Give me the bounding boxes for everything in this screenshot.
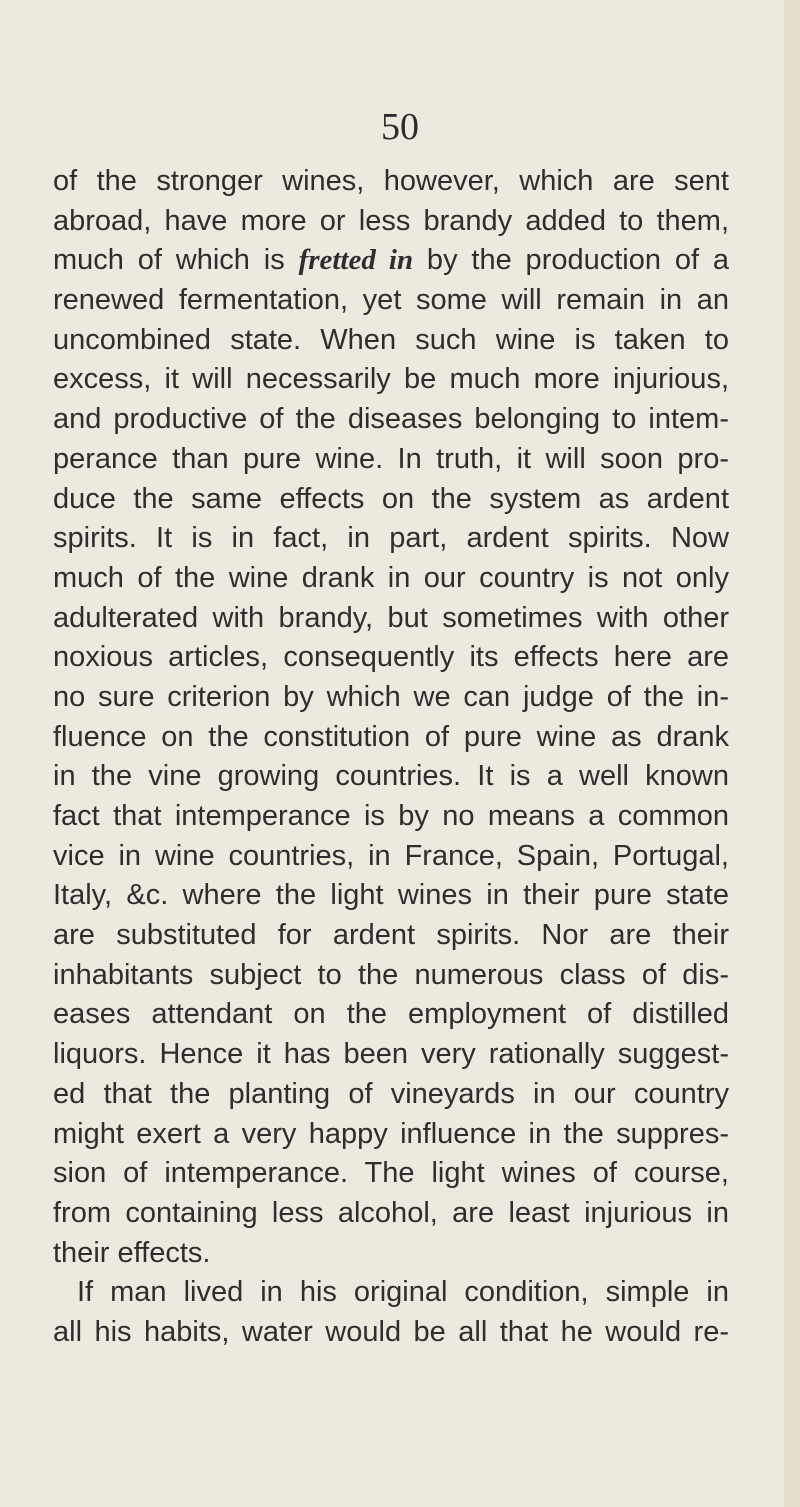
text-line: fact that intemperance is by no means a common — [53, 800, 729, 832]
text-line: fluence on the constitution of pure wine as drank — [53, 720, 729, 753]
text-line: in the vine growing countries. It is a well known — [53, 760, 729, 793]
text-line: no sure criterion by which we can judge of the in- — [53, 680, 729, 713]
text-line: renewed fermentation, yet some will remain in an — [53, 284, 729, 317]
text-line: perance than pure wine. In truth, it will soon pro- — [53, 442, 729, 475]
text-line: from containing less alcohol, are least injurious in — [53, 1196, 729, 1229]
text-line: vice in wine countries, in France, Spain, Portugal, — [53, 839, 729, 872]
text-line: sion of intemperance. The light wines of course, — [53, 1157, 729, 1190]
text-line: uncombined state. When such wine is taken to — [53, 323, 729, 356]
text-line: If man lived in his original condition, simple in — [77, 1276, 729, 1309]
text-line: of the stronger wines, however, which are sent — [53, 165, 729, 197]
page-edge — [784, 0, 800, 1507]
text-line: excess, it will necessarily be much more injurious, — [53, 363, 729, 396]
text-line: Italy, &c. where the light wines in their pure state — [53, 879, 729, 912]
body-text — [53, 162, 729, 1353]
text-line — [53, 241, 729, 281]
text-line: and productive of the diseases belonging to intem- — [53, 403, 729, 436]
text-line: ed that the planting of vineyards in our country — [53, 1077, 729, 1110]
text-line: liquors. Hence it has been very rationally suggest- — [53, 1038, 729, 1071]
text-line: might exert a very happy influence in the suppres- — [53, 1117, 729, 1150]
text-line: all his habits, water would be all that he would re- — [53, 1315, 729, 1348]
text-line: much of the wine drank in our country is not only — [53, 561, 729, 594]
page-number: 50 — [381, 106, 419, 148]
text-line: spirits. It is in fact, in part, ardent spirits. Now — [53, 522, 729, 555]
text-line: are substituted for ardent spirits. Nor are their — [53, 919, 729, 952]
text-line: eases attendant on the employment of distilled — [53, 998, 729, 1031]
text-line: their effects. — [53, 1236, 211, 1269]
text-run: much of which is — [53, 244, 299, 277]
text-line: noxious articles, consequently its effects here are — [53, 641, 729, 674]
emphasized-phrase: fretted in — [298, 244, 414, 277]
text-line: abroad, have more or less brandy added to them, — [53, 204, 729, 237]
text-run: by the production of a — [413, 244, 729, 277]
text-line: duce the same effects on the system as ardent — [53, 482, 729, 515]
text-line: inhabitants subject to the numerous class of dis- — [53, 958, 729, 991]
text-line: adulterated with brandy, but sometimes with other — [53, 601, 729, 634]
